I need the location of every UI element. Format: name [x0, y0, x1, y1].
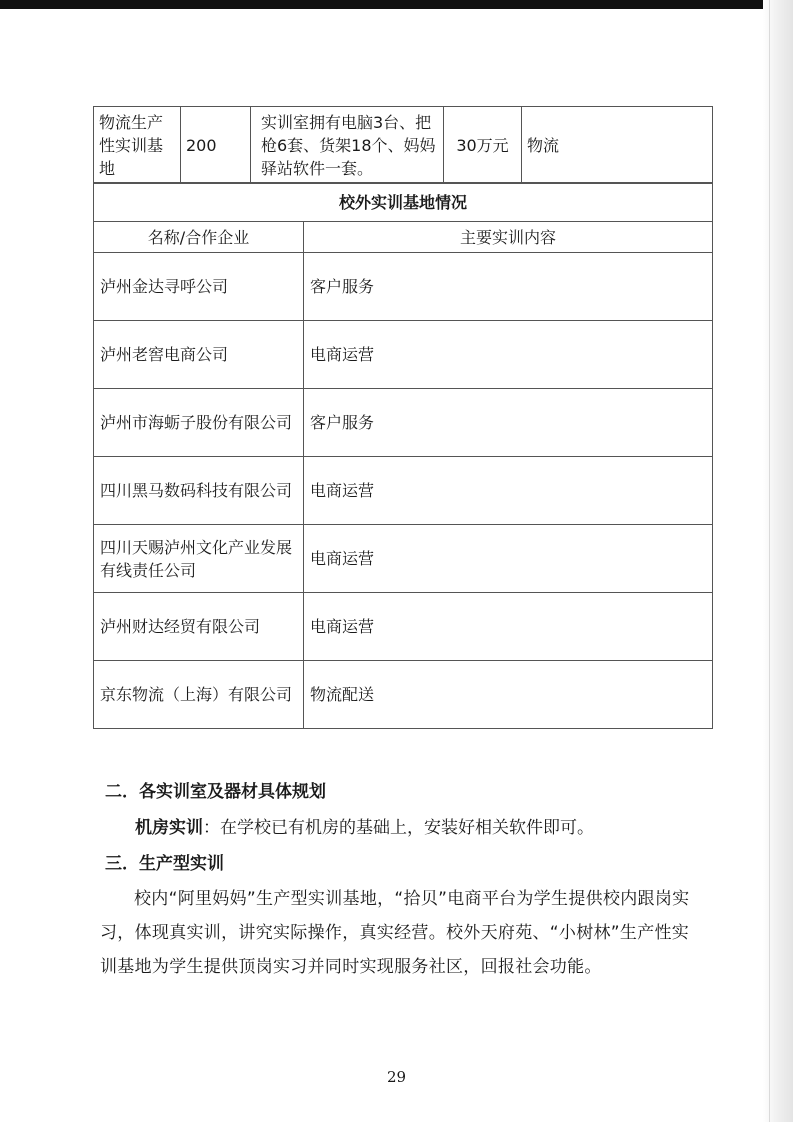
- company-cell: 四川黑马数码科技有限公司: [94, 457, 304, 525]
- header-company: 名称/合作企业: [94, 222, 304, 253]
- table-row: [94, 253, 713, 321]
- company-cell: 京东物流（上海）有限公司: [94, 661, 304, 729]
- section2-body: [135, 816, 594, 840]
- major-cell: 物流: [522, 107, 713, 184]
- base-name-cell: 物流生产性实训基地: [94, 107, 181, 184]
- section3-paragraph: 校内“阿里妈妈”生产型实训基地，“拾贝”电商平台为学生提供校内跟岗实习，体现真实训，讲究实际操作，真实经营。校外天府苑、“小树林”生产性实训基地为学生提供顶岗实习并同时实现服务社区，回报社会功能。: [100, 889, 690, 977]
- section3-heading: 三．生产型实训: [105, 854, 224, 874]
- content-cell: 电商运营: [304, 457, 713, 525]
- content-cell: 电商运营: [304, 525, 713, 593]
- table-row: [94, 107, 713, 184]
- section2-text: ：在学校已有机房的基础上，安装好相关软件即可。: [203, 818, 594, 838]
- content-cell: 电商运营: [304, 321, 713, 389]
- equipment-cell: 实训室拥有电脑3台、把枪6套、货架18个、妈妈驿站软件一套。: [251, 107, 444, 184]
- company-cell: 四川天赐泸州文化产业发展有线责任公司: [94, 525, 304, 593]
- company-cell: 泸州市海蛎子股份有限公司: [94, 389, 304, 457]
- company-cell: 泸州老窖电商公司: [94, 321, 304, 389]
- content-cell: 物流配送: [304, 661, 713, 729]
- table-header-row: [94, 222, 713, 253]
- table-row: [94, 389, 713, 457]
- section2-heading: 二．各实训室及器材具体规划: [105, 782, 326, 802]
- scan-top-border: [0, 0, 793, 9]
- table-row: [94, 525, 713, 593]
- content-cell: 电商运营: [304, 593, 713, 661]
- onsite-base-table-continued: [93, 106, 713, 184]
- table-row: [94, 593, 713, 661]
- area-cell: 200: [181, 107, 251, 184]
- table-row: [94, 457, 713, 525]
- page-number: 29: [386, 1068, 407, 1086]
- content-cell: 客户服务: [304, 389, 713, 457]
- company-cell: 泸州财达经贸有限公司: [94, 593, 304, 661]
- table-section-title-row: [94, 183, 713, 222]
- table-row: [94, 661, 713, 729]
- section2-label: 机房实训: [135, 818, 203, 838]
- content-cell: 客户服务: [304, 253, 713, 321]
- offcampus-title: 校外实训基地情况: [94, 183, 713, 222]
- header-content: 主要实训内容: [304, 222, 713, 253]
- scan-page-edge: [763, 0, 793, 1122]
- offcampus-base-table: [93, 182, 713, 729]
- company-cell: 泸州金达寻呼公司: [94, 253, 304, 321]
- table-row: [94, 321, 713, 389]
- investment-cell: 30万元: [444, 107, 522, 184]
